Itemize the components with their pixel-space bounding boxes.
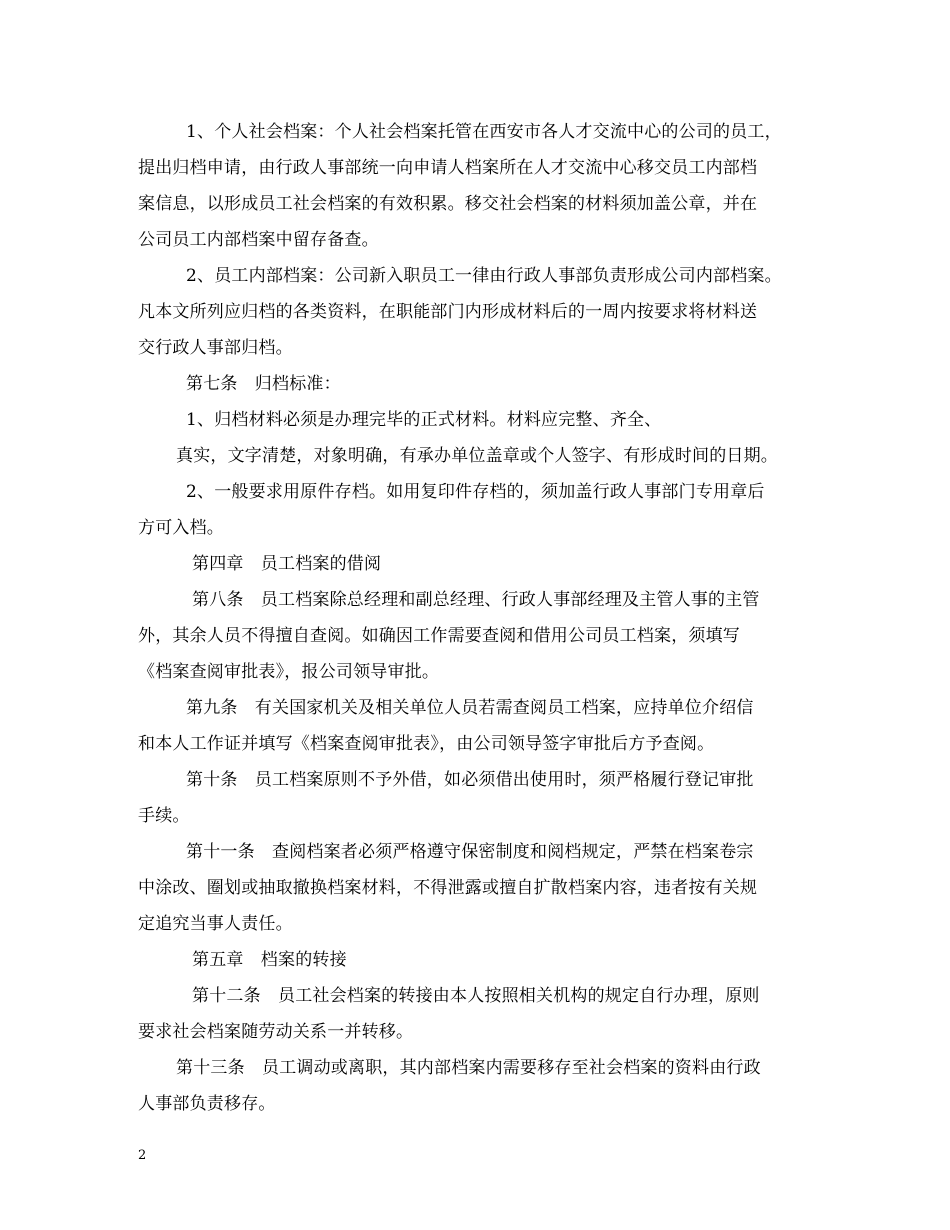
paragraph-line: 第十条 员工档案原则不予外借，如必须借出使用时，须严格履行登记审批 <box>186 770 754 790</box>
paragraph-line: 2、员工内部档案：公司新入职员工一律由行政人事部负责形成公司内部档案。 <box>186 266 782 286</box>
page-number: 2 <box>138 1148 147 1163</box>
chapter-heading: 第五章 档案的转接 <box>192 950 347 970</box>
paragraph-line: 公司员工内部档案中留存备查。 <box>138 230 379 250</box>
paragraph-line: 案信息，以形成员工社会档案的有效积累。移交社会档案的材料须加盖公章，并在 <box>138 194 758 214</box>
paragraph-line: 要求社会档案随劳动关系一并转移。 <box>138 1022 414 1042</box>
paragraph-line: 第十三条 员工调动或离职，其内部档案内需要移存至社会档案的资料由行政 <box>176 1058 761 1078</box>
chapter-heading: 第四章 员工档案的借阅 <box>192 554 382 574</box>
paragraph-line: 人事部负责移存。 <box>138 1094 276 1114</box>
article-heading: 第七条 归档标准： <box>186 374 341 394</box>
paragraph-line: 交行政人事部归档。 <box>138 338 293 358</box>
paragraph-line: 手续。 <box>138 806 190 826</box>
paragraph-line: 1、个人社会档案：个人社会档案托管在西安市各人才交流中心的公司的员工， <box>186 122 782 142</box>
paragraph-line: 中涂改、圈划或抽取撤换档案材料，不得泄露或擅自扩散档案内容，违者按有关规 <box>138 878 758 898</box>
paragraph-line: 方可入档。 <box>138 518 224 538</box>
paragraph-line: 凡本文所列应归档的各类资料，在职能部门内形成材料后的一周内按要求将材料送 <box>138 302 758 322</box>
paragraph-line: 第十二条 员工社会档案的转接由本人按照相关机构的规定自行办理，原则 <box>192 986 760 1006</box>
paragraph-line: 2、一般要求用原件存档。如用复印件存档的，须加盖行政人事部门专用章后 <box>186 482 765 502</box>
paragraph-line: 提出归档申请，由行政人事部统一向申请人档案所在人才交流中心移交员工内部档 <box>138 158 758 178</box>
paragraph-line: 第八条 员工档案除总经理和副总经理、行政人事部经理及主管人事的主管 <box>192 590 760 610</box>
paragraph-line: 1、归档材料必须是办理完毕的正式材料。材料应完整、齐全、 <box>186 410 662 430</box>
paragraph-line: 外，其余人员不得擅自查阅。如确因工作需要查阅和借用公司员工档案，须填写 <box>138 626 740 646</box>
paragraph-line: 真实，文字清楚，对象明确，有承办单位盖章或个人签字、有形成时间的日期。 <box>176 446 778 466</box>
paragraph-line: 定追究当事人责任。 <box>138 914 293 934</box>
paragraph-line: 《档案查阅审批表》，报公司领导审批。 <box>138 662 440 682</box>
paragraph-line: 和本人工作证并填写《档案查阅审批表》，由公司领导签字审批后方予查阅。 <box>138 734 715 754</box>
paragraph-line: 第九条 有关国家机关及相关单位人员若需查阅员工档案，应持单位介绍信 <box>186 698 754 718</box>
paragraph-line: 第十一条 查阅档案者必须严格遵守保密制度和阅档规定，严禁在档案卷宗 <box>186 842 754 862</box>
